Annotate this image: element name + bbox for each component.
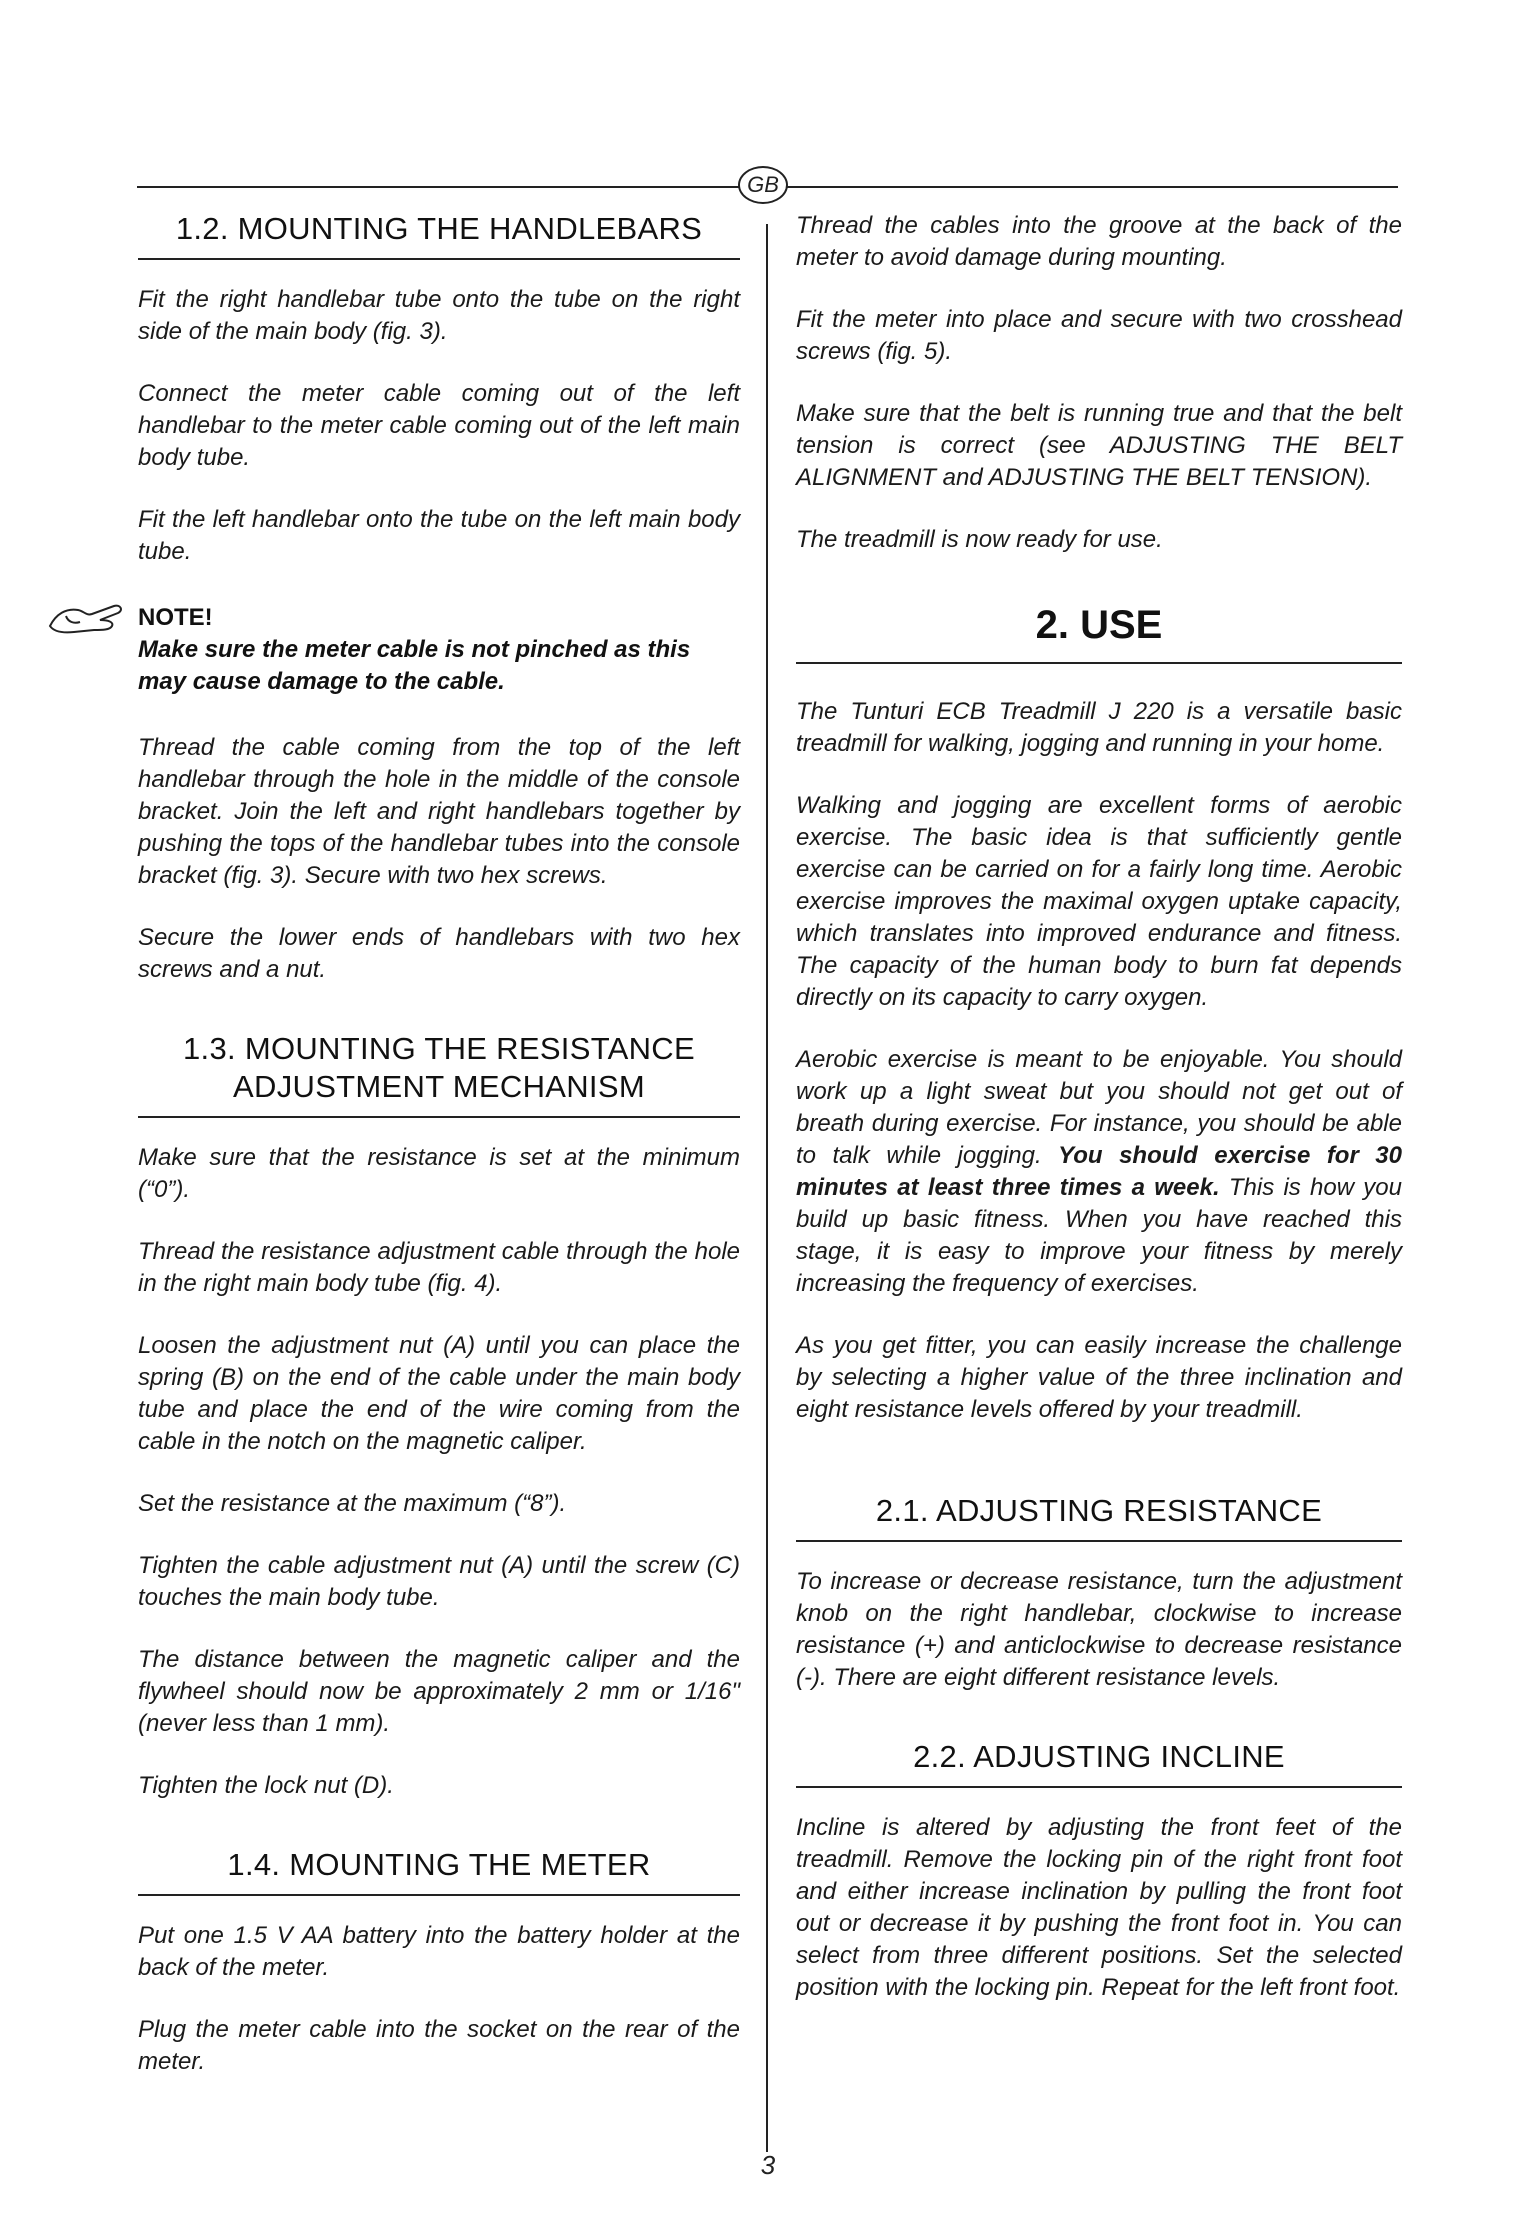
s2-paragraph-2: Walking and jogging are excellent forms of aerobic exercise. The basic idea is that sufficiently gentle exercise can be carried on for a fairly long time. Aerobic exercise improves the maximal oxygen uptake capacity, which translates into improved endurance and fitness. The capacity of the human body to burn fat depends directly on its capacity to carry oxygen.	[796, 792, 1402, 1011]
s21-paragraph-1: To increase or decrease resistance, turn the adjustment knob on the right handlebar, clockwise to increase resistance (+) and anticlockwise to decrease resistance (-). There are eight different resistance levels.	[796, 1568, 1402, 1691]
s12-paragraph-1: Fit the right handlebar tube onto the tube on the right side of the main body (fig. 3).	[138, 286, 740, 345]
r-paragraph-2: Fit the meter into place and secure with two crosshead screws (fig. 5).	[796, 306, 1402, 365]
s12-paragraph-4: Thread the cable coming from the top of the left handlebar through the hole in the middle of the console bracket. Join the left and right handlebars together by pushing the tops of the handlebar tubes into the console bracket (fig. 3). Secure with two hex screws.	[138, 734, 740, 889]
note-label: NOTE!	[138, 604, 213, 631]
s13-paragraph-2: Thread the resistance adjustment cable through the hole in the right main body tube (fig. 4).	[138, 1238, 740, 1297]
left-column	[138, 210, 740, 2078]
s2-paragraph-3-text-a: Aerobic exercise is meant to be enjoyable. You should work up a light sweat but you should not get out of breath during exercise. For instance, you should be able to talk while jogging.	[796, 1046, 1402, 1169]
s2-paragraph-3	[796, 1044, 1402, 1300]
s13-paragraph-6: The distance between the magnetic caliper and the flywheel should now be approximately 2 mm or 1/16" (never less than 1 mm).	[138, 1646, 740, 1737]
column-divider	[766, 224, 768, 2152]
s13-paragraph-1: Make sure that the resistance is set at the minimum (“0”).	[138, 1144, 740, 1203]
s12-paragraph-5: Secure the lower ends of handlebars with two hex screws and a nut.	[138, 924, 740, 983]
section-2-2-title: 2.2. ADJUSTING INCLINE	[796, 1738, 1402, 1788]
s2-paragraph-1: The Tunturi ECB Treadmill J 220 is a versatile basic treadmill for walking, jogging and running in your home.	[796, 698, 1402, 757]
header-rule-left	[137, 186, 740, 188]
r-paragraph-4: The treadmill is now ready for use.	[796, 526, 1163, 553]
r-paragraph-3: Make sure that the belt is running true and that the belt tension is correct (see ADJUSTING THE BELT ALIGNMENT and ADJUSTING THE BELT TENSION).	[796, 400, 1402, 491]
s14-paragraph-1: Put one 1.5 V AA battery into the battery holder at the back of the meter.	[138, 1922, 740, 1981]
header-rule-right	[786, 186, 1398, 188]
section-1-2-title: 1.2. MOUNTING THE HANDLEBARS	[138, 210, 740, 260]
language-badge: GB	[738, 166, 788, 204]
s13-paragraph-3: Loosen the adjustment nut (A) until you can place the spring (B) on the end of the cable under the main body tube and place the end of the wire coming from the cable in the notch on the magnetic caliper.	[138, 1332, 740, 1455]
section-1-4-title: 1.4. MOUNTING THE METER	[138, 1846, 740, 1896]
section-1-3-title-line-1: 1.3. MOUNTING THE RESISTANCE	[183, 1031, 695, 1066]
section-1-3-title-line-2: ADJUSTMENT MECHANISM	[233, 1069, 645, 1104]
r-paragraph-1: Thread the cables into the groove at the back of the meter to avoid damage during mounting.	[796, 212, 1402, 271]
section-1-3-title	[138, 1030, 740, 1118]
note-text: Make sure the meter cable is not pinched as this may cause damage to the cable.	[138, 636, 691, 695]
right-column	[796, 210, 1402, 2004]
s2-paragraph-3-emphasis: You should exercise for 30 minutes at least three times a week.	[796, 1142, 1402, 1201]
s13-paragraph-7: Tighten the lock nut (D).	[138, 1772, 394, 1799]
s14-paragraph-2: Plug the meter cable into the socket on the rear of the meter.	[138, 2016, 740, 2075]
s2-paragraph-4: As you get fitter, you can easily increase the challenge by selecting a higher value of the three inclination and eight resistance levels offered by your treadmill.	[796, 1332, 1402, 1423]
s2-paragraph-3-text-b: This is how you build up basic fitness. When you have reached this stage, it is easy to improve your fitness by merely increasing the frequency of exercises.	[796, 1174, 1402, 1297]
hand-pointer-icon	[44, 596, 130, 640]
s12-paragraph-2: Connect the meter cable coming out of the left handlebar to the meter cable coming out of the left main body tube.	[138, 380, 740, 471]
s13-paragraph-4: Set the resistance at the maximum (“8”).	[138, 1490, 567, 1517]
page-number: 3	[760, 2150, 776, 2180]
section-2-1-title: 2.1. ADJUSTING RESISTANCE	[796, 1492, 1402, 1542]
section-2-title: 2. USE	[796, 602, 1402, 664]
s22-paragraph-1: Incline is altered by adjusting the front feet of the treadmill. Remove the locking pin of the right front foot and either increase inclination by pulling the front foot out or decrease it by pushing the front foot in. You can select from three different positions. Set the selected position with the locking pin. Repeat for the left front foot.	[796, 1814, 1402, 2001]
s12-paragraph-3: Fit the left handlebar onto the tube on the left main body tube.	[138, 506, 740, 565]
s13-paragraph-5: Tighten the cable adjustment nut (A) until the screw (C) touches the main body tube.	[138, 1552, 740, 1611]
